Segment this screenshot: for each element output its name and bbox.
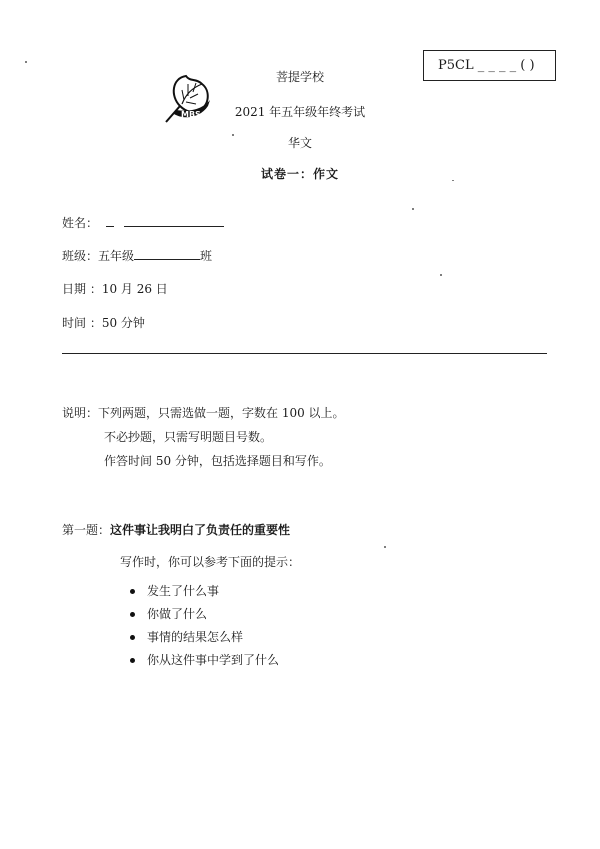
list-item	[130, 651, 279, 674]
instruction-line-2: 不必抄题，只需写明题目号数。	[104, 430, 273, 444]
class-blank[interactable]	[134, 248, 200, 260]
scan-speck	[25, 61, 27, 63]
name-label: 姓名：	[62, 216, 99, 230]
scan-speck	[384, 546, 386, 548]
name-field	[62, 214, 224, 231]
list-item-text: 你做了什么	[147, 607, 208, 621]
class-number-box: P5CL _ _ _ _ ( )	[423, 50, 556, 81]
list-item-text: 你从这件事中学到了什么	[147, 653, 280, 667]
class-suffix: 班	[200, 249, 213, 263]
bullet-icon	[130, 589, 135, 594]
scan-speck	[440, 274, 442, 276]
list-item-text: 发生了什么事	[147, 584, 220, 598]
name-blank[interactable]	[124, 215, 224, 227]
list-item	[130, 605, 279, 628]
paper-title: 试卷一：作文	[260, 167, 339, 181]
time-field: 时间 ：50 分钟	[62, 316, 145, 330]
bullet-icon	[130, 658, 135, 663]
divider-line	[62, 353, 547, 354]
subject-title: 华文	[287, 136, 312, 150]
question-topic: 这件事让我明白了负责任的重要性	[110, 523, 291, 537]
question-hint: 写作时，你可以参考下面的提示：	[120, 555, 301, 569]
exam-title: 2021 年五年级年终考试	[234, 105, 366, 119]
list-item-text: 事情的结果怎么样	[147, 630, 244, 644]
scan-speck	[232, 134, 234, 136]
scan-speck	[412, 208, 414, 210]
name-blank-short[interactable]	[106, 215, 114, 227]
class-label: 班级：五年级	[62, 249, 135, 263]
instruction-line-3: 作答时间 50 分钟，包括选择题目和写作。	[104, 454, 331, 468]
list-item	[130, 582, 279, 605]
instruction-line-1: 说明：下列两题，只需选做一题，字数在 100 以上。	[62, 406, 345, 420]
list-item	[130, 628, 279, 651]
logo-text: MBS	[181, 110, 201, 119]
class-field	[62, 247, 212, 264]
hint-list	[130, 582, 279, 674]
bullet-icon	[130, 612, 135, 617]
question-number: 第一题：	[62, 523, 111, 537]
scan-speck	[452, 180, 454, 181]
date-field: 日期 ：10 月 26 日	[62, 282, 168, 296]
bullet-icon	[130, 635, 135, 640]
question-title	[62, 521, 290, 538]
school-name: 菩提学校	[275, 70, 324, 84]
